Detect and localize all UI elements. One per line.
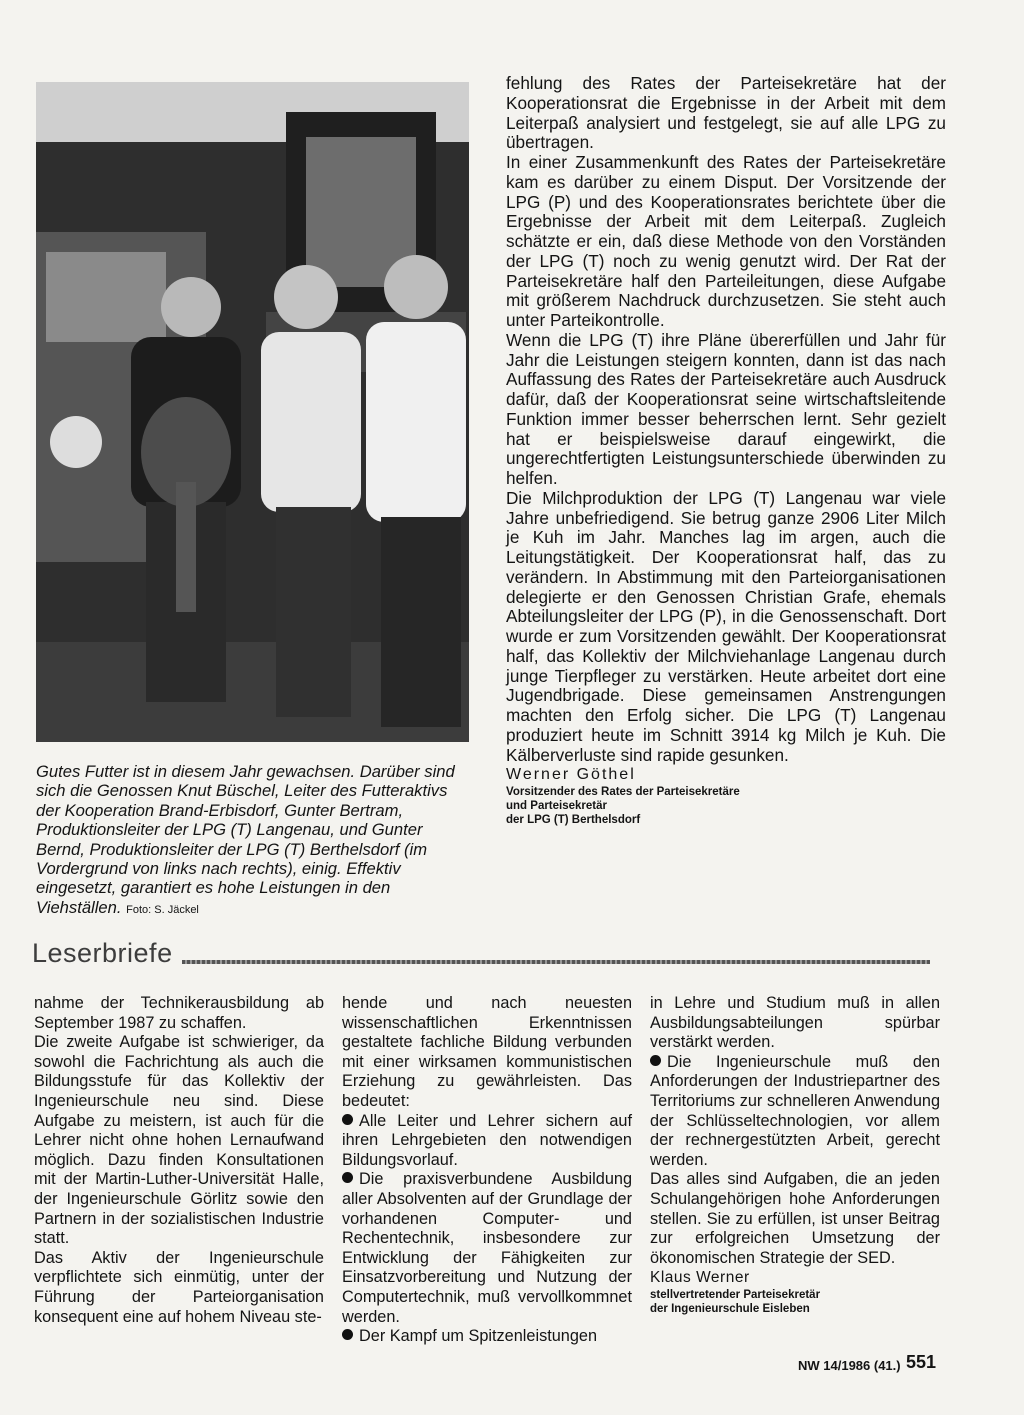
page-number: 551 xyxy=(906,1352,937,1372)
signature-role: und Parteisekretär xyxy=(506,800,607,812)
signature-name: Klaus Werner xyxy=(650,1269,750,1287)
letter-column-3 xyxy=(650,994,940,1316)
bullet-icon xyxy=(342,1172,353,1183)
letter-column-2 xyxy=(342,994,632,1347)
letter-paragraph: in Lehre und Studium muß in allen Ausbildungsabteilungen spürbar verstärkt werden. xyxy=(650,994,940,1052)
signature-name: Werner Göthel xyxy=(506,766,636,784)
letter-paragraph: Das alles sind Aufgaben, die an jeden Schulangehörigen hohe Anforderungen stellen. Sie zu erfüllen, ist unser Beitrag zur erfolgreichen Umsetzung der ökonomischen Strategie der SED. xyxy=(650,1170,940,1267)
bullet-text: Der Kampf um Spitzenleistungen xyxy=(359,1327,598,1346)
signature-role: der LPG (T) Berthelsdorf xyxy=(506,814,641,826)
issue-number: NW 14/1986 (41.) xyxy=(798,1358,901,1373)
bullet-icon xyxy=(342,1114,353,1125)
signature-role: stellvertretender Parteisekretär xyxy=(650,1288,821,1301)
photo-illustration xyxy=(36,82,469,742)
letter-paragraph: Das Aktiv der Ingenieurschule verpflichtete sich einmütig, unter der Führung der Parteiorganisation konsequent eine auf hohem Niveau ste- xyxy=(34,1248,324,1326)
bullet-item xyxy=(342,1327,632,1347)
article-top-column xyxy=(506,74,946,827)
bullet-icon xyxy=(650,1055,661,1066)
signature-role: der Ingenieurschule Eisleben xyxy=(650,1302,810,1315)
section-header xyxy=(32,938,932,974)
photo xyxy=(36,82,469,742)
bullet-item xyxy=(342,1112,632,1171)
letter-paragraph: Die zweite Aufgabe ist schwieriger, da sowohl die Fachrichtung als auch die Bildungsstufe für das Kollektiv der Ingenieurschule neu sind. Diese Aufgabe zu meistern, ist auch für die Lehrer nicht ohne hohen Lernaufwand möglich. Dazu finden Konsultationen mit der Martin-Luther-Universität Halle, der Ingenieurschule Görlitz sowie den Partnern in der sozialistischen Industrie statt. xyxy=(34,1033,324,1248)
article-paragraph: In einer Zusammenkunft des Rates der Parteisekretäre kam es darüber zu einem Disput. Der Vorsitzende der LPG (P) und des Kooperationsrates berichtete über die Ergebnisse der Arbeit mit dem Leiterpaß. Zugleich schätzte er ein, daß diese Methode von den Vorständen der LPG (T) noch zu wenig genutzt wird. Der Rat der Parteisekretäre half den Parteileitungen, diese Aufgabe mit größerem Nachdruck durchzusetzen. Sie steht auch unter Parteikontrolle. xyxy=(506,152,946,330)
bullet-text: Alle Leiter und Lehrer sichern auf ihren Lehrgebieten den notwendigen Bildungsvorlauf. xyxy=(342,1111,632,1169)
letter-column-1 xyxy=(34,994,324,1327)
letter-paragraph: nahme der Technikerausbildung ab September 1987 zu schaffen. xyxy=(34,994,324,1032)
photo-caption xyxy=(36,762,472,920)
caption-text: Gutes Futter ist in diesem Jahr gewachsen. Darüber sind sich die Genossen Knut Büschel, Leiter des Futteraktivs der Kooperation Brand-Erbisdorf, Gunter Bertram, Produktionsleiter der LPG (T) Langenau, und Gunter Bernd, Produktionsleiter der LPG (T) Berthelsdorf (im Vordergrund von links nach rechts), einig. Effektiv eingesetzt, garantiert es hohe Leistungen in den Viehställen. xyxy=(36,762,455,917)
section-rule xyxy=(182,960,930,964)
bullet-text: Die praxisverbundene Ausbildung aller Absolventen auf der Grundlage der vorhandenen Computer- und Rechentechnik, insbesondere zur Entwicklung der Fähigkeiten zur Einsatzvorbereitung und Nutzung der Computertechnik, muß vervollkommnet werden. xyxy=(342,1170,632,1326)
bullet-item xyxy=(650,1053,940,1171)
bullet-item xyxy=(342,1170,632,1327)
article-paragraph: Wenn die LPG (T) ihre Pläne übererfüllen und Jahr für Jahr die Leistungen steigern konnten, dann ist das nach Auffassung des Rates der Parteisekretäre auch Ausdruck dafür, daß der Kooperationsrat seine wirtschaftsleitende Funktion immer besser beherrschen lernt. Sehr gezielt hat er beispielsweise darauf eingewirkt, die ungerechtfertigten Leistungsunterschiede überwinden zu helfen. xyxy=(506,329,946,488)
bullet-icon xyxy=(342,1329,353,1340)
article-paragraph: Die Milchproduktion der LPG (T) Langenau war viele Jahre unbefriedigend. Sie betrug ganze 2906 Liter Milch je Kuh im Jahr. Manches lag im argen, auch die Leitungstätigkeit. Der Kooperationsrat half, das zu verändern. In Abstimmung mit den Parteiorganisationen delegierte er den Genossen Christian Grafe, ehemals Abteilungsleiter der LPG (P), in die Genossenschaft. Dort wurde er zum Vorsitzenden gewählt. Der Kooperationsrat half, das Kollektiv der Milchviehanlage Langenau durch junge Tierpfleger zu verstärken. Heute arbeitet dort eine Jugendbrigade. Diese gemeinsamen Anstrengungen machten den Erfolg sicher. Die LPG (T) Langenau produziert heute im Schnitt 3914 kg Milch je Kuh. Die Kälberverluste sind rapide gesunken. xyxy=(506,487,946,765)
photo-credit: Foto: S. Jäckel xyxy=(126,903,199,916)
bullet-text: Die Ingenieurschule muß den Anforderungen der Industriepartner des Territoriums zur schnelleren Anwendung der Schlüsseltechnologien, vor allem der rechnergestützten Arbeit, gerecht werden. xyxy=(650,1052,940,1169)
article-paragraph: fehlung des Rates der Parteisekretäre hat der Kooperationsrat die Ergebnisse in der Arbeit mit dem Leiterpaß analysiert und festgelegt, sie auf alle LPG zu übertragen. xyxy=(506,73,946,153)
signature-role: Vorsitzender des Rates der Parteisekretäre xyxy=(506,786,740,798)
letter-paragraph: hende und nach neuesten wissenschaftlichen Erkenntnissen gestaltete fachliche Bildung verbunden mit einer wirksamen kommunistischen Erziehung zu gewährleisten. Das bedeutet: xyxy=(342,994,632,1110)
section-title: Leserbriefe xyxy=(32,938,173,968)
